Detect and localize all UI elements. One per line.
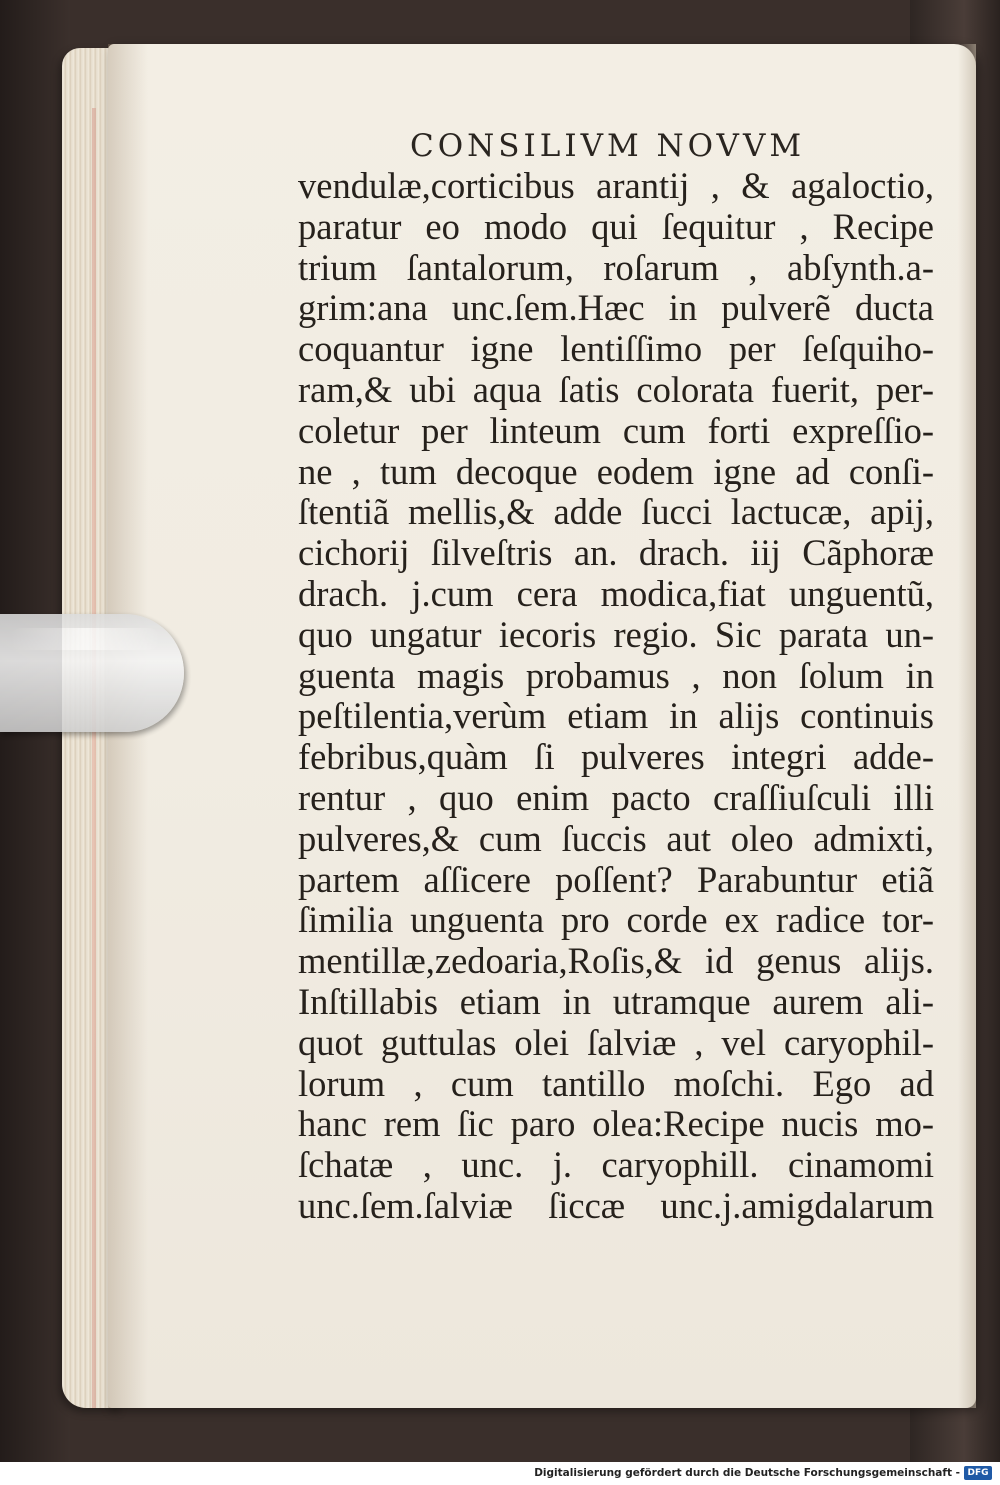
text-line: quo ungatur iecoris regio. Sic parata un-: [298, 613, 934, 655]
text-line: Inſtillabis etiam in utramque aurem ali-: [298, 980, 934, 1022]
text-line: ſtentiã mellis,& adde ſucci lactucæ, apij,: [298, 491, 934, 533]
page-holder-clip: [0, 614, 184, 732]
text-line: ſchatæ , unc. j. caryophill. cinamomi: [298, 1144, 934, 1186]
text-block: [298, 166, 938, 1227]
text-line: trium ſantalorum, roſarum , abſynth.a-: [298, 246, 934, 288]
text-line: unc.ſem.ſalviæ ſiccæ unc.j.amigdalarum: [298, 1184, 934, 1226]
text-line: lorum , cum tantillo moſchi. Ego ad: [298, 1062, 934, 1104]
text-line: cichorij ſilveſtris an. drach. iij Cãphoræ: [298, 532, 934, 574]
text-line: pulveres,& cum ſuccis aut oleo admixti,: [298, 817, 934, 859]
text-line: partem aſſicere poſſent? Parabuntur etiã: [298, 858, 934, 900]
text-line: mentillæ,zedoaria,Roſis,& id genus alijs.: [298, 940, 934, 982]
footer-bar: [0, 1462, 1000, 1485]
running-head: CONSILIVM NOVVM: [410, 128, 806, 164]
clip-shine: [10, 628, 160, 650]
text-line: febribus,quàm ſi pulveres integri adde-: [298, 736, 934, 778]
text-line: hanc rem ſic paro olea:Recipe nucis mo-: [298, 1103, 934, 1145]
text-line: ne , tum decoque eodem igne ad conſi-: [298, 450, 934, 492]
text-line: peſtilentia,verùm etiam in alijs continuis: [298, 695, 934, 737]
text-line: paratur eo modo qui ſequitur , Recipe: [298, 205, 934, 247]
text-line: rentur , quo enim pacto craſſiuſculi illi: [298, 776, 934, 818]
digitization-credit: Digitalisierung gefördert durch die Deutsche Forschungsgemeinschaft -: [534, 1467, 960, 1479]
text-line: quot guttulas olei ſalviæ , vel caryophil-: [298, 1021, 934, 1063]
page-right-edge: [958, 44, 976, 1408]
text-line: drach. j.cum cera modica,fiat unguentũ,: [298, 572, 934, 614]
text-line: vendulæ,corticibus arantij , & agaloctio,: [298, 165, 934, 206]
red-edge-stain: [92, 108, 96, 1408]
text-line: coletur per linteum cum forti expreſſio-: [298, 409, 934, 451]
text-line: guenta magis probamus , non ſolum in: [298, 654, 934, 696]
text-line: ram,& ubi aqua ſatis colorata fuerit, per-: [298, 368, 934, 410]
text-line: ſimilia unguenta pro corde ex radice tor-: [298, 899, 934, 941]
text-line: grim:ana unc.ſem.Hæc in pulverẽ ducta: [298, 287, 934, 329]
dfg-logo: DFG: [964, 1466, 992, 1480]
text-line: coquantur igne lentiſſimo per ſeſquiho-: [298, 328, 934, 370]
